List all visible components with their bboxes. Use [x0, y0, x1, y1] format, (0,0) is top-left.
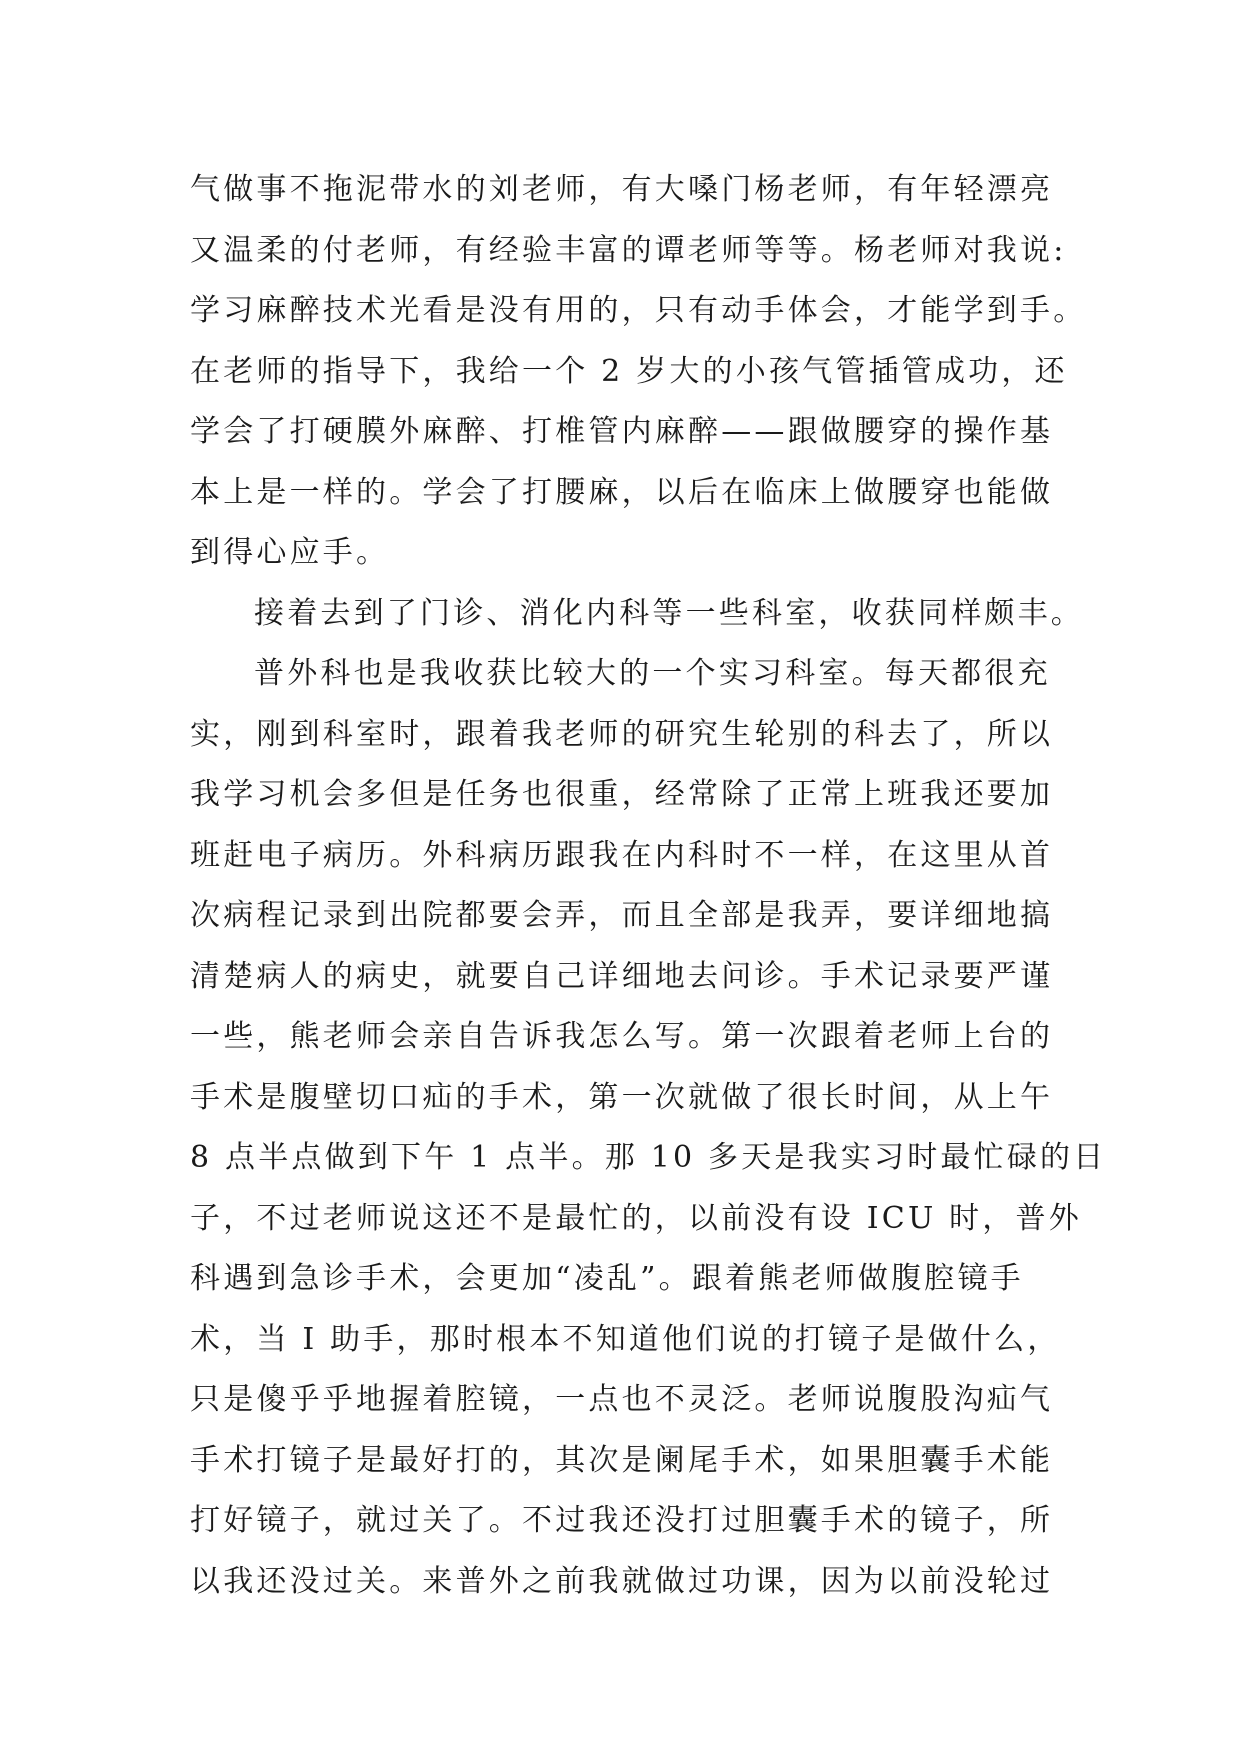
text-line: 学习麻醉技术光看是没有用的，只有动手体会，才能学到手。: [190, 293, 1087, 328]
text-line: 到得心应手。: [190, 535, 390, 570]
text-line: 子，不过老师说这还不是最忙的，以前没有设 ICU 时，普外: [190, 1200, 1082, 1236]
paragraph-first-line: 接着去到了门诊、消化内科等一些科室，收获同样颇丰。: [254, 595, 1084, 631]
text-line: 在老师的指导下，我给一个 2 岁大的小孩气管插管成功，还: [190, 353, 1068, 389]
text-line: 班赶电子病历。外科病历跟我在内科时不一样，在这里从首: [190, 837, 1054, 873]
text-line: 学会了打硬膜外麻醉、打椎管内麻醉——跟做腰穿的操作基: [190, 414, 1054, 449]
text-line: 只是傻乎乎地握着腔镜，一点也不灵泛。老师说腹股沟疝气: [190, 1382, 1054, 1417]
paragraph-first-line: 普外科也是我收获比较大的一个实习科室。每天都很充: [254, 656, 1051, 691]
text-line: 打好镜子，就过关了。不过我还没打过胆囊手术的镜子，所: [190, 1503, 1054, 1538]
text-line: 科遇到急诊手术，会更加“凌乱”。跟着熊老师做腹腔镜手: [190, 1261, 1024, 1296]
text-line: 本上是一样的。学会了打腰麻，以后在临床上做腰穿也能做: [190, 474, 1054, 510]
text-line: 8 点半点做到下午 1 点半。那 10 多天是我实习时最忙碌的日: [190, 1140, 1107, 1175]
text-line: 气做事不拖泥带水的刘老师，有大嗓门杨老师，有年轻漂亮: [190, 172, 1054, 207]
text-line: 一些，熊老师会亲自告诉我怎么写。第一次跟着老师上台的: [190, 1019, 1054, 1054]
text-line: 次病程记录到出院都要会弄，而且全部是我弄，要详细地搞: [190, 898, 1054, 933]
text-line: 实，刚到科室时，跟着我老师的研究生轮别的科去了，所以: [190, 716, 1054, 752]
text-line: 手术是腹壁切口疝的手术，第一次就做了很长时间，从上午: [190, 1079, 1054, 1115]
text-line: 以我还没过关。来普外之前我就做过功课，因为以前没轮过: [190, 1563, 1054, 1599]
text-line: 手术打镜子是最好打的，其次是阑尾手术，如果胆囊手术能: [190, 1442, 1054, 1478]
text-line: 我学习机会多但是任务也很重，经常除了正常上班我还要加: [190, 777, 1054, 812]
text-line: 术，当 I 助手，那时根本不知道他们说的打镜子是做什么，: [190, 1321, 1061, 1357]
text-line: 又温柔的付老师，有经验丰富的谭老师等等。杨老师对我说:: [190, 232, 1067, 268]
body-text: [190, 160, 1107, 1612]
text-line: 清楚病人的病史，就要自己详细地去问诊。手术记录要严谨: [190, 958, 1054, 994]
